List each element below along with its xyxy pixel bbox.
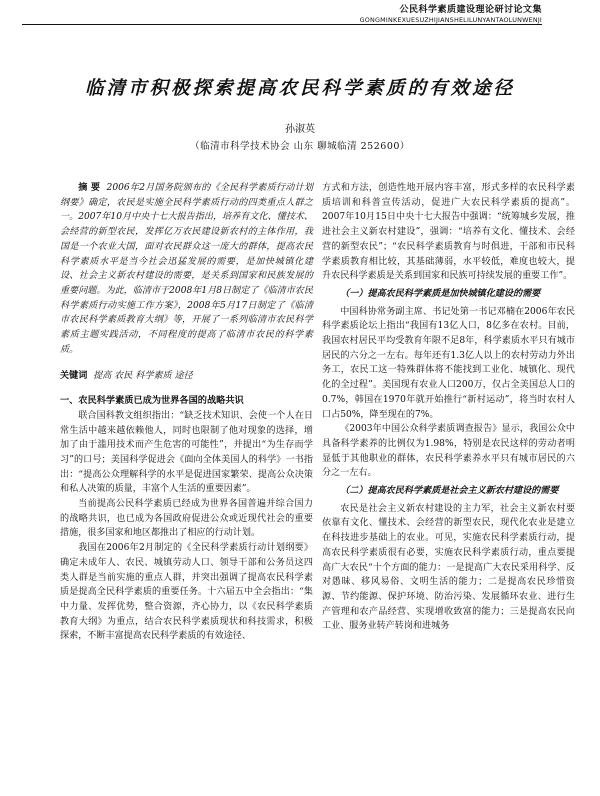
keywords <box>60 369 313 384</box>
paragraph: 《2003年中国公众科学素质调查报告》显示，我国公众中具备科学素养的比例仅为1.98%，特别是农民这样的劳动者明显低于其他职业的群体，农民科学素养水平只有城市居民的六分之一左右。 <box>322 424 575 479</box>
section-heading-1: 一、农民科学素质已成为世界各国的战略共识 <box>60 395 244 407</box>
left-column <box>60 181 313 644</box>
header-rule <box>22 24 542 25</box>
abstract-text: 2006年2月国务院颁布的《全民科学素质行动计划纲要》确定，农民是实施全民科学素质行动的四类重点人群之一。2007年10月中央十七大报告指出，培养有文化、懂技术、会经营的新型农民，发挥亿万农民建设新农村的主体作用，我国是一个农业大国，面对农民群众这一庞大的群体，提高农民科学素质水平是当今社会迅猛发展的需要，是加快城镇化建设、社会主义新农村建设的需要，是关系到国家和民族发展的重要问题。为此，临清市于2008年1月8日制定了《临清市农民科学素质行动实施工作方案》，2008年5月17日制定了《临清市农民科学素质教育大纲》等，开展了一系列临清市农民科学素质主题实践活动，不同程度的提高了临清市农民的科学素质。 <box>60 183 313 355</box>
header-series-title: 公民科学素质建设理论研讨论文集 <box>399 5 542 15</box>
running-header <box>360 2 542 24</box>
paragraph: 我国在2006年2月制定的《全民科学素质行动计划纲要》确定未成年人、农民、城镇劳动人口、领导干部和公务员这四类人群是当前实施的重点人群，并突出强调了提高农民科学素质是提高全民科学素质的重要任务。十六届五中全会指出：“集中力量、发挥优势，整合资源，齐心协力，以《农民科学素质教育大纲》为重点，结合农民科学素质现状和科技需求，积极探索，不断丰富提高农民科学素质的有效途径、 <box>60 543 313 642</box>
abstract <box>60 181 313 357</box>
right-column <box>322 181 575 634</box>
paragraph: 中国科协常务副主席、书记处第一书记邓楠在2006年农民科学素质论坛上指出“我国有13亿人口，8亿多在农村。目前，我国农村居民平均受教育年限不足8年，科学素质水平只有城市居民的六分之一左右。每年还有1.3亿人以上的农村劳动力外出务工，农民工这一特殊群体将不能找到工业化、城镇化、现代化的全过程”。美国现有农业人口200万，仅占全美国总人口的0.7%，韩国在1970年就开始推行“新村运动”，将当时农村人口占50%，降至现在的7%。 <box>322 306 575 420</box>
paragraph: 联合国科教文组织指出：“缺乏技术知识、会使一个人在日常生活中越来越依赖他人，同时也限制了他对现象的选择，增加了由于滥用技术而产生危害的可能性”，并提出“为生存而学习”的口号；美国科学促进会《面向全体美国人的科学》一书指出：“提高公众理解科学的水平是促进国家繁荣、提高公众决策和私人决策的质量，丰富个人生活的重要因素”。 <box>60 410 313 495</box>
keywords-text: 提高 农民 科学素质 途径 <box>93 371 193 382</box>
subsection-heading-2: （二）提高农民科学素质是社会主义新农村建设的需要 <box>340 485 559 497</box>
header-series-pinyin: GONGMINKEXUESUZHIJIANSHELILUNYANTAOLUNWENJI <box>359 16 542 24</box>
abstract-label: 摘 要 <box>78 182 101 193</box>
article-title: 临清市积极探索提高农民科学素质的有效途径 <box>84 78 515 99</box>
paragraph: 方式和方法，创造性地开展内容丰富，形式多样的农民科学素质培训和科普宣传活动，促进广大农民科学素质的提高”。2007年10月15日中央十七大报告中强调：“统筹城乡发展，推进社会主义新农村建设”，强调：“培养有文化、懂技术、会经营的新型农民”；“农民科学素质教育与时俱进，干部和市民科学素质教育相比较，其基础薄弱，水平较低，难度也较大，提升农民科学素质是关系到国家和民族可持续发展的重要工作”。 <box>322 183 575 282</box>
paragraph: 当前提高公民科学素质已经成为世界各国普遍并综合国力的战略共识，也已成为各国政府促进公众或近现代社会的重要措施，很多国家和地区都推出了相应的行动计划。 <box>60 499 313 539</box>
keywords-label: 关键词 <box>60 370 88 382</box>
author-affiliation: （临清市科学技术协会 山东 聊城临清 252600） <box>190 141 410 152</box>
paragraph: 农民是社会主义新农村建设的主力军，社会主义新农村要依靠有文化、懂技术、会经营的新型农民，现代化农业是建立在科技进步基础上的农业。可见，实施农民科学素质行动，提高农民科学素质很有必要，实施农民科学素质行动，重点要提高广大农民“十个方面的能力：一是提高广大农民采用科学、反对愚昧、移风易俗、文明生活的能力；二是提高农民珍惜资源、节约能源、保护环境、防治污染、发展循环农业、进行生产管理和农产品经营、实现增收致富的能力；三是提高农民向工业、服务业转产转岗和进城务 <box>322 503 575 632</box>
author-name: 孙淑英 <box>285 124 315 135</box>
subsection-heading-1: （一）提高农民科学素质是加快城镇化建设的需要 <box>340 287 541 299</box>
